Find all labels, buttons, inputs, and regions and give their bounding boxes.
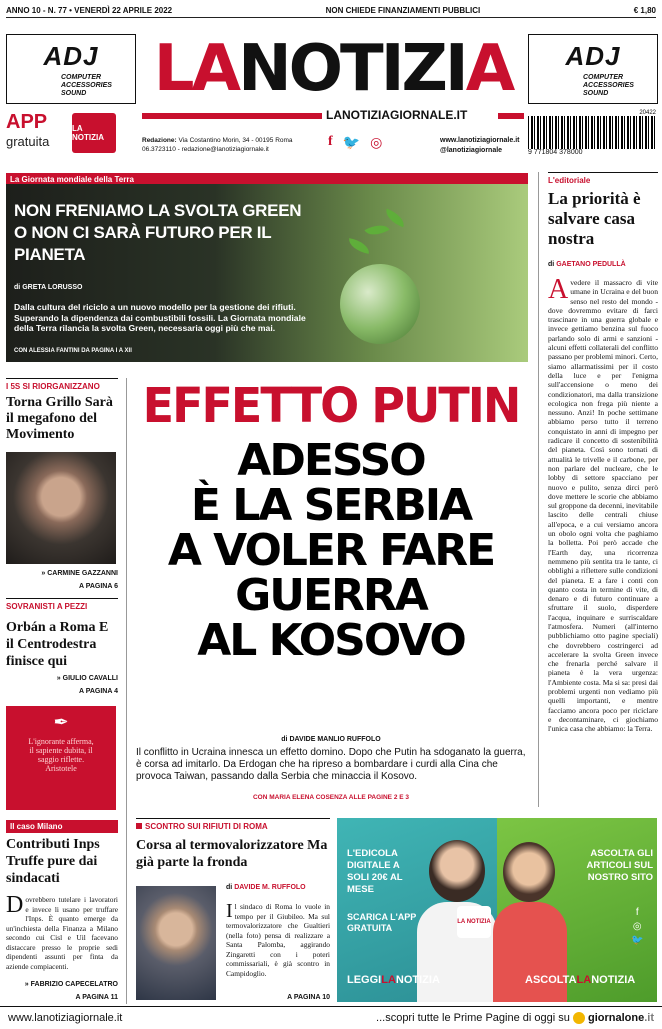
termo-author: DAVIDE M. RUFFOLO bbox=[234, 884, 306, 891]
barcode-digits: 9 771804 378000 bbox=[528, 149, 583, 156]
promo-left-cta: SCARICA L'APP GRATUITA bbox=[347, 912, 417, 933]
editoriale-title: La priorità è salvare casa nostra bbox=[548, 189, 641, 248]
grillo-page: A PAGINA 6 bbox=[78, 583, 118, 590]
hero-credit: CON ALESSIA FANTINI DA PAGINA I A XII bbox=[14, 348, 132, 354]
feather-icon: ✒ bbox=[53, 712, 69, 732]
inps-title: Contributi Inps Truffe pure dai sindacati bbox=[6, 837, 100, 886]
promo-left-foot-c: NOTIZIA bbox=[395, 974, 440, 986]
promo-left-text: L'EDICOLA DIGITALE A SOLI 20€ AL MESE bbox=[347, 848, 403, 895]
editoriale-column[interactable] bbox=[548, 172, 658, 734]
termo-text: l sindaco di Roma lo vuole in tempo per il Giubileo. Ma sul termovalorizzatore che Gualtieri (nella foto) pensa di realizzare a Santa Palomba, aggirando Zingaretti con i poteri commissariali, è già scontro in Campidoglio. bbox=[226, 902, 330, 978]
termo-title: Corsa al termovalorizzatore Ma già parte la fronda bbox=[136, 838, 328, 870]
hero-author: GRETA LORUSSO bbox=[22, 284, 83, 291]
facebook-icon[interactable]: f bbox=[328, 134, 333, 149]
termo-body bbox=[226, 902, 330, 978]
motto: NON CHIEDE FINANZIAMENTI PUBBLICI bbox=[325, 6, 481, 15]
issue-info: ANNO 10 - N. 77 • VENERDÌ 22 APRILE 2022 bbox=[6, 6, 173, 15]
footer-brand: giornalone bbox=[587, 1011, 645, 1024]
masthead-rule bbox=[142, 113, 322, 119]
main-byline: di DAVIDE MANLIO RUFFOLO bbox=[281, 736, 381, 743]
twitter-icon[interactable]: 🐦 bbox=[631, 935, 644, 946]
inps-page: A PAGINA 11 bbox=[75, 994, 118, 1001]
inps-text: ovrebbero tutelare i lavoratori e invece li usano per truffare l'Inps. È quanto emerge da un'inchiesta della Finanza a Milano secondo cui Cisl e Uil facevano distaccare presso le proprie sedi dipendenti assunti per finta da aziende compiacenti. bbox=[6, 895, 118, 971]
masthead-rule bbox=[498, 113, 524, 119]
headline-line: AL KOSOVO bbox=[197, 615, 465, 666]
masthead-logo[interactable] bbox=[142, 30, 524, 108]
ad-right[interactable] bbox=[528, 34, 658, 104]
hero-summary: Dalla cultura del riciclo a un nuovo modello per la gestione dei rifiuti. Superando la dipendenza dai combustibili fossili. La Giornata mondiale della Terra rilancia la svolta Green, necessaria oggi più che mai. bbox=[14, 302, 306, 333]
editoriale-body bbox=[548, 274, 658, 734]
instagram-icon[interactable]: ◎ bbox=[370, 134, 383, 150]
leaf-icon bbox=[347, 238, 371, 254]
masthead-part3: A bbox=[465, 32, 513, 106]
inps-body bbox=[6, 892, 118, 971]
grillo-author-name: CARMINE GAZZANNI bbox=[47, 570, 118, 577]
barcode-top: 20422 bbox=[639, 110, 656, 116]
promo-social-icons bbox=[631, 906, 643, 948]
termo-author-prefix: di bbox=[226, 884, 233, 891]
promo-right-foot-a: ASCOLTA bbox=[525, 974, 577, 986]
masthead-url[interactable]: LANOTIZIAGIORNALE.IT bbox=[326, 108, 468, 122]
quote-box bbox=[6, 706, 116, 810]
grillo-photo bbox=[6, 452, 116, 564]
main-credit[interactable]: CON MARIA ELENA COSENZA ALLE PAGINE 2 E 3 bbox=[252, 794, 409, 801]
ad-brand: ADJ bbox=[565, 40, 621, 71]
globe-image bbox=[340, 264, 420, 344]
quote-text: L'ignorante afferma, il sapiente dubita, il saggio riflette. bbox=[28, 737, 94, 764]
ad-tagline: COMPUTER ACCESSORIES SOUND bbox=[61, 73, 112, 97]
giornalone-icon bbox=[573, 1012, 585, 1024]
headline-line: A VOLER FARE bbox=[167, 525, 495, 576]
sovranisti-author-name: GIULIO CAVALLI bbox=[62, 675, 118, 682]
grillo-title: Torna Grillo Sarà il megafono del Movimento bbox=[6, 395, 113, 442]
sovranisti-section: SOVRANISTI A PEZZI bbox=[6, 598, 118, 611]
termo-page: A PAGINA 10 bbox=[287, 994, 330, 1001]
woman-illustration bbox=[429, 840, 485, 902]
top-bar bbox=[6, 4, 656, 18]
hero-byline bbox=[14, 284, 82, 291]
footer-brand-tld: .it bbox=[644, 1011, 654, 1024]
editoriale-section: L'editoriale bbox=[548, 172, 658, 185]
masthead-part1: LA bbox=[153, 32, 239, 106]
promo-app-logo: LA NOTIZIA bbox=[457, 906, 491, 938]
ad-tagline: COMPUTER ACCESSORIES SOUND bbox=[583, 73, 634, 97]
editoriale-author-prefix: di bbox=[548, 261, 555, 268]
promo-left-foot-b: LA bbox=[381, 974, 396, 986]
termo-section-text: SCONTRO SUI RIFIUTI DI ROMA bbox=[145, 822, 268, 831]
footer bbox=[0, 1006, 662, 1029]
sovranisti-title: Orbán a Roma E il Centrodestra finisce qui bbox=[6, 620, 109, 669]
footer-site[interactable]: www.lanotiziagiornale.it bbox=[8, 1012, 123, 1024]
inps-article[interactable] bbox=[6, 820, 118, 971]
barcode bbox=[528, 110, 656, 156]
termo-byline bbox=[226, 884, 332, 891]
column-rule bbox=[538, 172, 539, 807]
masthead-part2: NOTIZI bbox=[238, 32, 466, 106]
ad-left[interactable] bbox=[6, 34, 136, 104]
hero-author-prefix: di bbox=[14, 284, 21, 291]
headline-line: ADESSO bbox=[237, 435, 425, 486]
bullet-icon bbox=[136, 823, 142, 829]
redazione-address: Via Costantino Morin, 34 - 00195 Roma bbox=[178, 137, 293, 144]
hero-headline: NON FRENIAMO LA SVOLTA GREEN O NON CI SARÀ FUTURO PER IL PIANETA bbox=[14, 201, 302, 264]
promo-right-text: ASCOLTA GLI ARTICOLI SUL NOSTRO SITO bbox=[586, 848, 653, 883]
ad-brand: ADJ bbox=[43, 40, 99, 71]
leaf-icon bbox=[364, 219, 389, 240]
column-rule bbox=[126, 378, 127, 1004]
sovranisti-article[interactable] bbox=[6, 598, 118, 670]
promo-ad[interactable] bbox=[337, 818, 657, 1002]
web-links bbox=[440, 136, 519, 156]
price: € 1,80 bbox=[633, 6, 656, 15]
inps-dropcap: D bbox=[6, 892, 24, 918]
redazione-label: Redazione: bbox=[142, 137, 177, 144]
app-logo[interactable]: LA NOTIZIA bbox=[72, 113, 116, 153]
app-promo[interactable] bbox=[6, 111, 68, 149]
app-label: APP bbox=[6, 111, 48, 133]
editoriale-byline bbox=[548, 261, 658, 268]
headline-line: GUERRA bbox=[235, 570, 427, 621]
grillo-section: I 5S SI RIORGANIZZANO bbox=[6, 378, 118, 391]
redazione-info bbox=[142, 136, 322, 154]
termo-dropcap: I bbox=[226, 900, 233, 922]
inps-section: Il caso Milano bbox=[6, 820, 118, 833]
web-site[interactable]: www.lanotiziagiornale.it bbox=[440, 137, 520, 144]
app-sub: gratuita bbox=[6, 134, 50, 149]
main-headline[interactable] bbox=[134, 435, 528, 666]
hero-section-label: La Giornata mondiale della Terra bbox=[6, 173, 528, 186]
footer-promo-text: ...scopri tutte le Prime Pagine di oggi su bbox=[376, 1011, 570, 1024]
gualtieri-photo bbox=[136, 886, 216, 1000]
quote-author: Aristotele bbox=[45, 764, 77, 773]
twitter-icon[interactable]: 🐦 bbox=[342, 134, 361, 150]
editoriale-author: GAETANO PEDULLÀ bbox=[556, 261, 626, 268]
man-body bbox=[493, 902, 567, 1002]
headline-line: È LA SERBIA bbox=[190, 480, 472, 531]
sovranisti-author: » GIULIO CAVALLI bbox=[56, 675, 118, 682]
inps-author: » FABRIZIO CAPECELATRO bbox=[24, 981, 118, 988]
main-summary: Il conflitto in Ucraina innesca un effetto domino. Dopo che Putin ha sdoganato la guerra, è corsa ad imitarlo. Da Erdogan che ha ripreso a bombardare i curdi alla Cina che provoca Taiwan, passando dalla Serbia che minaccia il Kosovo. bbox=[136, 747, 526, 782]
footer-promo[interactable] bbox=[376, 1012, 654, 1024]
web-social[interactable]: @lanotiziagiornale bbox=[440, 147, 503, 154]
main-kicker[interactable]: EFFETTO PUTIN bbox=[142, 376, 520, 434]
inps-author-name: FABRIZIO CAPECELATRO bbox=[30, 981, 118, 988]
grillo-article[interactable] bbox=[6, 378, 118, 443]
social-icons bbox=[328, 134, 382, 151]
grillo-author: » CARMINE GAZZANNI bbox=[41, 570, 118, 577]
instagram-icon[interactable]: ◎ bbox=[632, 921, 642, 932]
promo-left-foot-a: LEGGI bbox=[347, 974, 382, 986]
leaf-icon bbox=[383, 209, 408, 228]
sovranisti-page: A PAGINA 4 bbox=[78, 688, 118, 695]
editoriale-dropcap: A bbox=[548, 274, 569, 305]
editoriale-text: vedere il massacro di vite umane in Ucraina e del buon senso nel resto del mondo - dove dovremmo evitare di farci trascinare in una guerra globale e invece gettiamo benzina sul fuoco parlando solo di armi e sanzioni - alcuni effetti collaterali del conflitto passano per problemi minori. Certo, siamo allarmatissimi per il costo della luce e per l'enigma sull'accensione o meno dei condizionatori, ma dalla transizione ecologica non frega più niente a nessuno. Anzi! In poche settimane abbiamo perso tutto il terreno conquistato in anni di impegno per radicare il concetto di sostenibilità del pianeta. Così sono tornati di attualità le trivelle e il carbone, per non parlare del nucleare, che le lobby di settore spacciano per nuovo e pulito, senza dirci però dove mettere le scorie che abbiamo sul groppone da decenni, inevitabile lascito delle centrali chiuse all'epoca, e a cui versiamo ancora un obolo ogni volta che paghiamo la bolletta. Poi però accade che l'Earth day, una ricorrenza nemmeno più sentita tra le tante, ci obblighi a riflettere sulle condizioni del pianeta. E a fare i conti con quanto costa in termine di vite, di denaro e di futuro continuare a sfruttare il suolo, disperdere l'acqua, inquinare e surriscaldare l'atmosfera. Numeri (all'interno pubblichiamo otto pagine speciali) che dovrebbero costringerci ad accelerare la svolta Green invece che frenarla perché salvare il pianeta è la vera urgenza: l'Ambiente costa. Ma si sa: presi dai problemi urgenti non vediamo più quelli importanti, e mentre facciamo ancora poco per riciclare e decontaminare, ci giochiamo l'unica casa che abbiamo: la Terra. bbox=[548, 278, 658, 734]
promo-right-foot-b: LA bbox=[576, 974, 592, 986]
promo-right-footer bbox=[525, 974, 635, 986]
facebook-icon[interactable]: f bbox=[635, 907, 639, 918]
barcode-bars bbox=[528, 116, 656, 149]
promo-right-foot-c: NOTIZIA bbox=[591, 974, 636, 986]
man-illustration bbox=[503, 842, 555, 902]
termo-section bbox=[136, 818, 330, 831]
promo-left-footer bbox=[347, 974, 440, 986]
termo-article[interactable] bbox=[136, 818, 330, 871]
hero-feature[interactable] bbox=[6, 184, 528, 362]
redazione-contact: 06.3723110 - redazione@lanotiziagiornale.it bbox=[142, 146, 269, 153]
